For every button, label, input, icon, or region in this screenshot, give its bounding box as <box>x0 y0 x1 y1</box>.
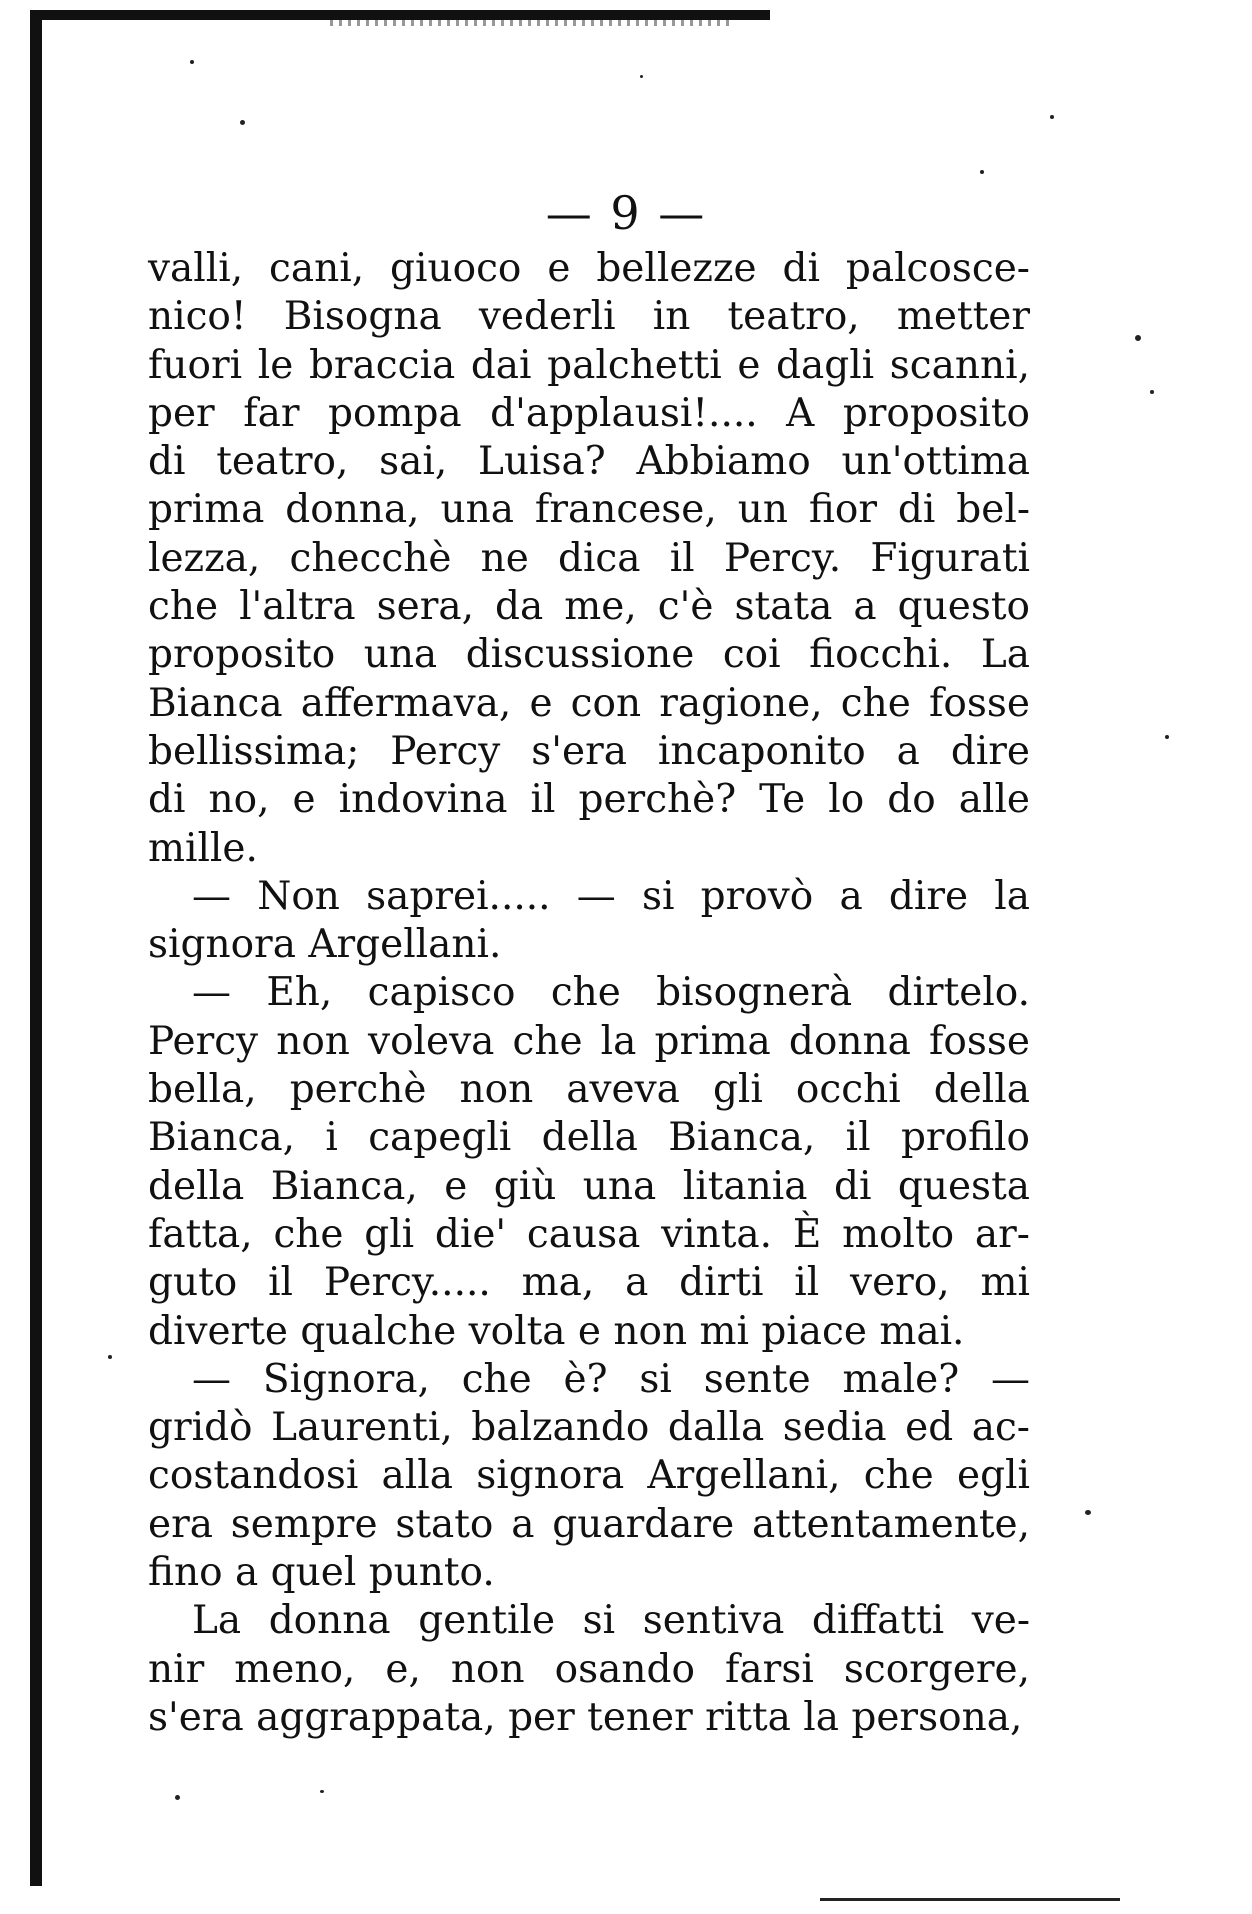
text-line: guto il Percy..... ma, a dirti il vero, mi <box>148 1260 1030 1306</box>
top-page-border <box>30 10 770 20</box>
text-line: Percy non voleva che la prima donna fosse <box>148 1018 1030 1064</box>
text-line: che l'altra sera, da me, c'è stata a questo <box>148 584 1030 630</box>
text-line: s'era aggrappata, per tener ritta la persona, <box>148 1694 1023 1740</box>
paragraph <box>148 245 1030 873</box>
text-line: valli, cani, giuoco e bellezze di palcosce- <box>148 246 1030 291</box>
text-line: costandosi alla signora Argellani, che egli <box>148 1453 1030 1499</box>
text-line: La donna gentile si sentiva diffatti ve- <box>192 1598 1030 1644</box>
text-line: bellissima; Percy s'era incaponito a dire <box>148 728 1030 774</box>
text-line: mille. <box>148 825 258 871</box>
text-line: — Non saprei..... — si provò a dire la <box>192 873 1030 919</box>
text-line: Bianca affermava, e con ragione, che fosse <box>148 680 1030 726</box>
text-line: di no, e indovina il perchè? Te lo do alle <box>148 777 1030 823</box>
text-line: fatta, che gli die' causa vinta. È molto ar- <box>148 1211 1030 1257</box>
paragraph <box>148 1597 1030 1742</box>
text-line: per far pompa d'applausi!.... A proposito <box>148 390 1030 436</box>
text-line: della Bianca, e giù una litania di questa <box>148 1163 1030 1209</box>
paragraph <box>148 969 1030 1355</box>
page-number: — 9 — <box>545 186 707 240</box>
text-line: fuori le braccia dai palchetti e dagli scanni, <box>148 342 1030 388</box>
text-line: diverte qualche volta e non mi piace mai. <box>148 1308 965 1354</box>
text-line: nir meno, e, non osando farsi scorgere, <box>148 1646 1030 1692</box>
top-border-noise <box>330 20 730 26</box>
text-line: fino a quel punto. <box>148 1550 495 1596</box>
text-line: prima donna, una francese, un fior di bel- <box>148 487 1030 533</box>
print-speck <box>1085 1510 1091 1515</box>
text-line: — Eh, capisco che bisognerà dirtelo. <box>192 970 1030 1016</box>
print-speck <box>1150 390 1154 394</box>
text-line: di teatro, sai, Luisa? Abbiamo un'ottima <box>148 439 1030 485</box>
print-speck <box>240 120 245 125</box>
bottom-page-border <box>820 1898 1120 1901</box>
text-line: signora Argellani. <box>148 922 502 968</box>
print-speck <box>1135 335 1141 341</box>
print-speck <box>640 75 643 78</box>
print-speck <box>1165 735 1169 739</box>
print-speck <box>980 170 984 174</box>
text-line: proposito una discussione coi fiocchi. La <box>148 632 1030 678</box>
text-line: era sempre stato a guardare attentamente, <box>148 1501 1030 1547</box>
body-text <box>148 245 1030 1742</box>
print-speck <box>108 1355 112 1359</box>
paragraph <box>148 873 1030 970</box>
text-line: bella, perchè non aveva gli occhi della <box>148 1067 1030 1113</box>
print-speck <box>1050 115 1054 119</box>
print-speck <box>190 60 194 64</box>
text-line: lezza, checchè ne dica il Percy. Figurati <box>148 535 1030 581</box>
left-page-border <box>30 10 42 1886</box>
text-line: nico! Bisogna vederli in teatro, metter <box>148 294 1030 340</box>
print-speck <box>320 1790 324 1793</box>
text-line: — Signora, che è? si sente male? — <box>192 1356 1030 1402</box>
text-line: gridò Laurenti, balzando dalla sedia ed ac- <box>148 1405 1030 1451</box>
paragraph <box>148 1356 1030 1597</box>
text-line: Bianca, i capegli della Bianca, il profilo <box>148 1115 1030 1161</box>
print-speck <box>175 1795 180 1800</box>
